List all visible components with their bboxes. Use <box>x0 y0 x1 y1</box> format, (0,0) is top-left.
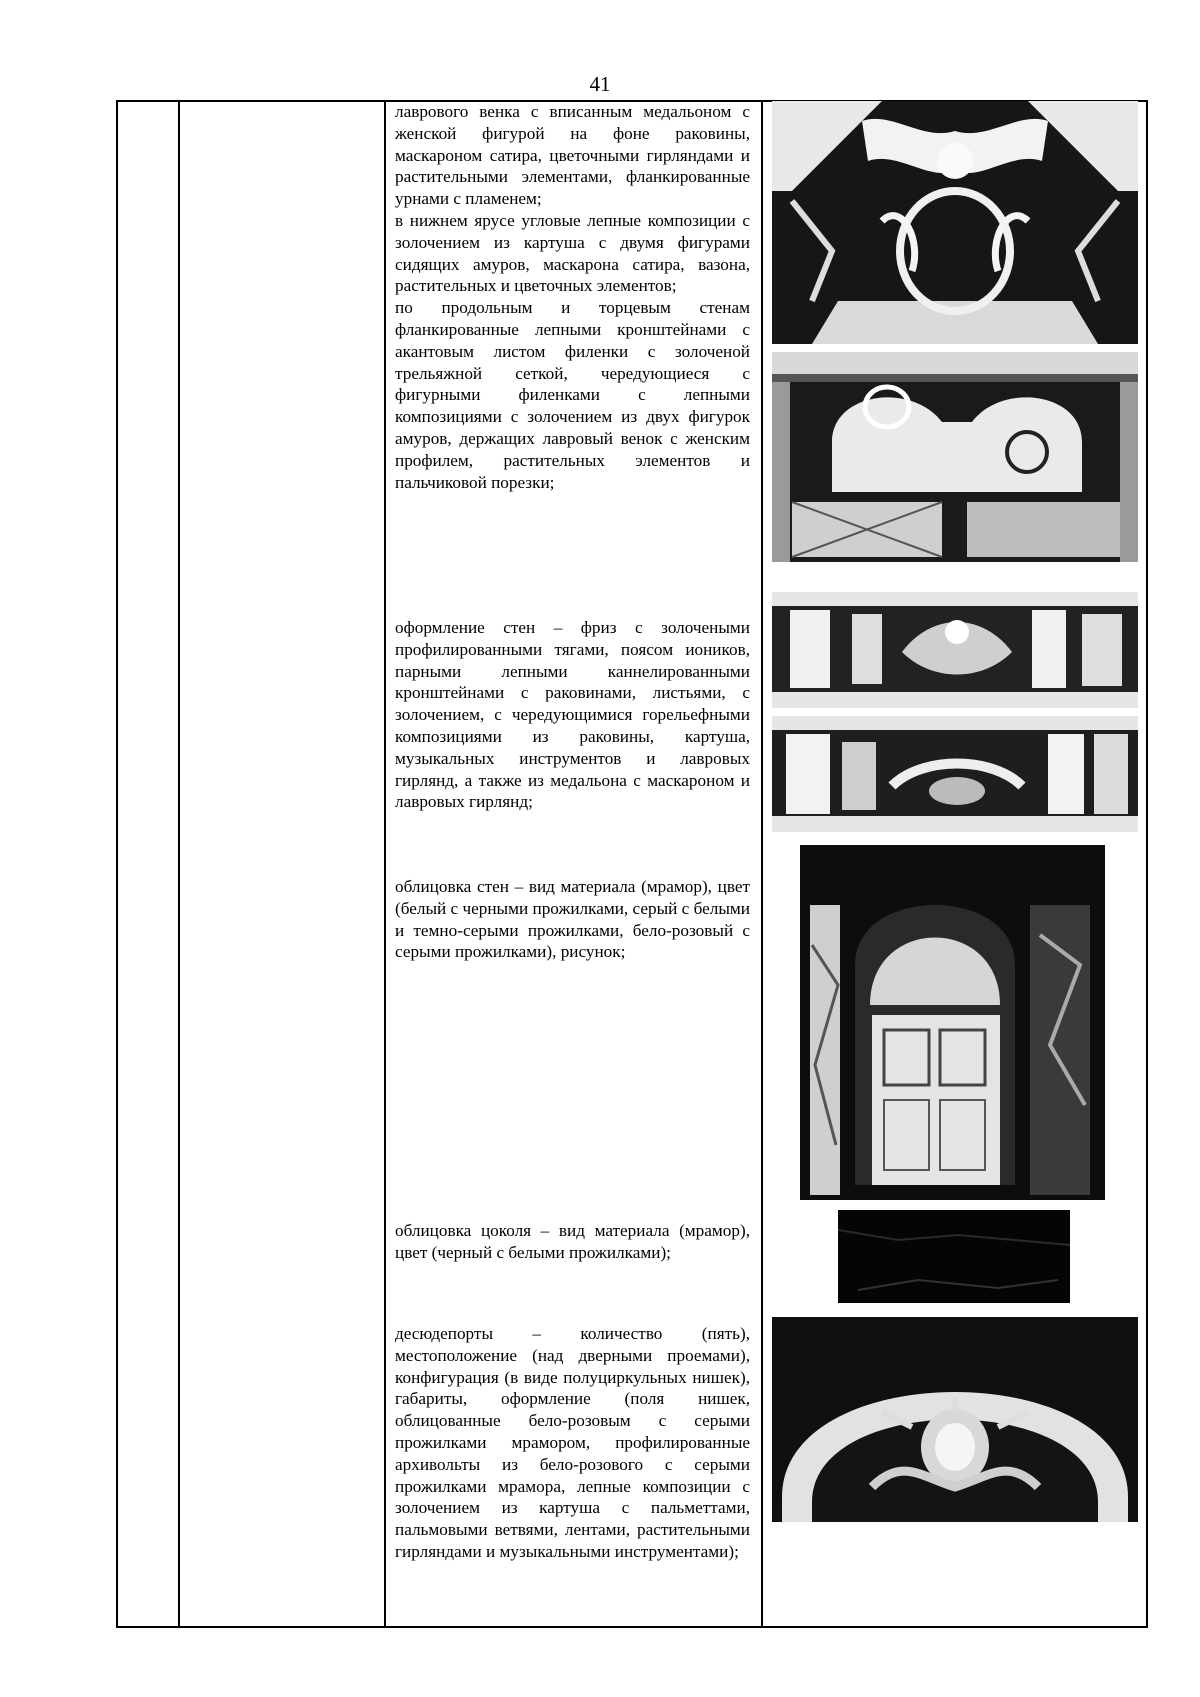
table-column-border-4 <box>761 100 763 1628</box>
text-block-wall-decoration <box>395 617 750 813</box>
paragraph: в нижнем ярусе угловые лепные композиции с золочением из картуша с двумя фигурами сидящих амуров, маскарона сатира, вазона, растительных и цветочных элементов; <box>395 210 750 296</box>
paragraph: по продольным и торцевым стенам фланкированные лепными кронштейнами с акантовым листом филенки с золоченой трельяжной сеткой, чередующиеся с фигурными филенками с лепными композициями с золочением из двух фигурок амуров, держащих лавровый венок с женским профилем, растительных элементов и пальчиковой порезки; <box>395 298 750 492</box>
frieze-photo-2 <box>772 716 1138 832</box>
wall-panels-photo <box>772 352 1138 562</box>
paragraph: лаврового венка с вписанным медальоном с женской фигурой на фоне раковины, маскароном сатира, цветочными гирляндами и растительными элементами, фланкированные урнами с пламенем; <box>395 102 750 209</box>
paragraph: облицовка стен – вид материала (мрамор), цвет (белый с черными прожилками, серый с белыми и темно-серыми прожилками, бело-розовый с серыми прожилками), рисунок; <box>395 877 750 962</box>
plinth-marble-photo <box>838 1210 1070 1303</box>
text-block-plinth-cladding <box>395 1220 750 1264</box>
text-block-overdoors <box>395 1323 750 1563</box>
page-number: 41 <box>589 72 611 96</box>
paragraph: облицовка цоколя – вид материала (мрамор), цвет (черный с белыми прожилками); <box>395 1221 750 1262</box>
overdoor-niche-photo <box>772 1317 1138 1522</box>
paragraph: оформление стен – фриз с золочеными профилированными тягами, поясом иоников, парными лепными каннелированными кронштейнами с раковинами, листьями, с золочением, с чередующимися горельефными композициями из раковины, картуша, музыкальных инструментов и лавровых гирлянд, а также из медальона с маскароном и лавровых гирлянд; <box>395 618 750 812</box>
text-block-ceiling <box>395 101 750 493</box>
table-column-border-2 <box>178 100 180 1628</box>
text-block-wall-cladding <box>395 876 750 963</box>
marble-doorway-photo <box>800 845 1105 1200</box>
ceiling-stucco-photo <box>772 101 1138 344</box>
table-bottom-border <box>116 1626 1148 1628</box>
table-column-border-1 <box>116 100 118 1628</box>
frieze-photo-1 <box>772 592 1138 708</box>
table-column-border-5 <box>1146 100 1148 1628</box>
table-column-border-3 <box>384 100 386 1628</box>
paragraph: десюдепорты – количество (пять), местоположение (над дверными проемами), конфигурация (в виде полуциркульных нишек), габариты, оформление (поля нишек, облицованные бело-розовым с серыми прожилками мрамором, профилированные архивольты из бело-розового с серыми прожилками мрамора, лепные композиции с золочением из картуша с пальметтами, пальмовыми ветвями, лентами, растительными гирляндами и музыкальными инструментами); <box>395 1324 750 1561</box>
